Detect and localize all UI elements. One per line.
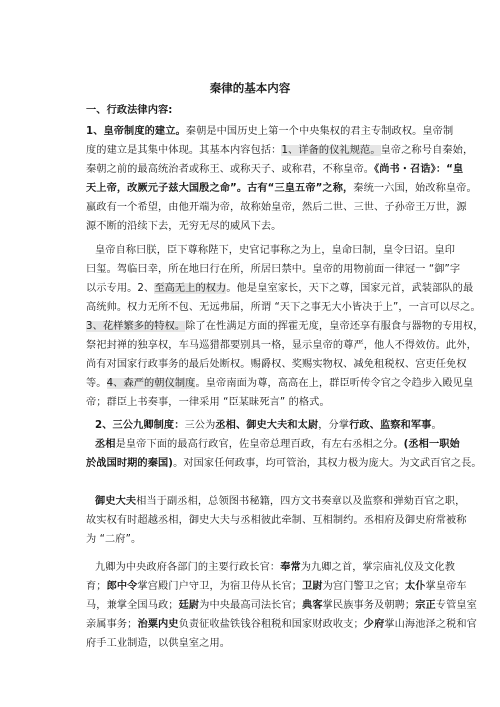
three-ministers-duties: 行政、监察和军事 (349, 420, 432, 431)
p4-text: 相当于副丞相，总领图书秘籍，四方文书奏章以及监察和弹劾百官之职， (136, 496, 466, 507)
p1-text: 秦统一六国，始改称皇帝。 (353, 183, 477, 194)
p5-text: 九卿为中央政府各部门的主要行政长官： (95, 562, 281, 573)
p1-line-4 (86, 181, 477, 196)
p5-line-5: 府手工业制造，以供皇室之用。 (86, 638, 231, 649)
p5-line-4 (86, 617, 477, 632)
term-dianke: 典客 (302, 600, 323, 611)
term-taipu: 太仆 (404, 581, 426, 592)
p2-line-4: 高统帅。权力无所不包、无远弗届，所谓 “天下之事无大小皆决于上”，一言可以尽之。 (86, 302, 481, 313)
imperial-censor-term: 御史大夫 (95, 496, 137, 507)
p3-text: 。 (431, 420, 442, 431)
chancellor-origin-note-cont: 於战国时期的秦国) (86, 458, 174, 469)
p2-line-2: 曰玺。驾临曰幸，所在地曰行在所，所居曰禁中。皇帝的用物前面一律冠一 “御”字 (86, 264, 461, 275)
page-title: 秦律的基本内容 (209, 81, 291, 95)
p2-text: 除了在性满足方面的挥霍无度，皇帝还享有服食与器物的专用权， (185, 321, 484, 332)
p3-line-3 (86, 456, 482, 471)
p5-text: 负责征收盐铁钱谷租税和国家财政收支； (178, 619, 364, 630)
section-heading-administrative-law: 一、行政法律内容: (86, 105, 173, 116)
p4-line-2: 故实权有时超越丞相，御史大夫与丞相彼此牵制、互相制约。丞相府及御史府常被称 (86, 515, 467, 526)
p3-line-2 (95, 437, 460, 452)
p5-text: 掌皇帝车 (425, 581, 467, 592)
term-fengchang: 奉常 (280, 562, 301, 573)
p2-line-1: 皇帝自称曰朕，臣下尊称陛下，史官记事称之为上，皇命曰制，皇令曰诏。皇印 (95, 245, 456, 256)
p5-text: 亲属事务； (86, 619, 138, 630)
p1-text: 秦朝是中国历史上第一个中央集权的君主专制政权。皇帝制 (185, 126, 454, 137)
three-ministers-names: 丞相、御史大夫和太尉 (215, 420, 319, 431)
p2-text: 以示专用。2、 (86, 283, 155, 294)
p2-line-5 (86, 319, 484, 334)
p1-text: 皇帝之称号自秦始， (380, 145, 474, 156)
p2-line-3 (86, 281, 473, 296)
p2-line-6: 祭祀封禅的独享权，车马巡猎都要别具一格，显示皇帝的尊严，他人不得效仿。此外， (86, 340, 477, 351)
quote-shangshu: 《尚书・召诰》：“皇 (374, 164, 464, 175)
p1-line-1 (86, 124, 453, 139)
p1-line-6: 源不断的沿续下去，无穷无尽的威风下去。 (86, 221, 282, 232)
highlight-supreme-power: 至高无上的权力 (154, 283, 227, 294)
three-ministers-heading: 2、三公九卿制度： (95, 420, 185, 431)
term-shaofu: 少府 (363, 619, 385, 630)
emperor-system-heading: 1、皇帝制度的建立。 (86, 126, 186, 137)
p5-text: 为中央最高司法长官； (199, 600, 303, 611)
p2-line-8 (86, 376, 473, 391)
quote-emphasis: 天上帝，改厥元子兹大国殷之命”。古有“三皇五帝”之称， (86, 183, 354, 194)
p4-line-3: 为 “二府”。 (86, 534, 142, 545)
p3-text: 三公为 (184, 420, 216, 431)
p5-text: 掌民族事务及朝聘； (322, 600, 416, 611)
highlight-ritual-norms: 1、详备的仪礼规范。 (281, 145, 381, 156)
p1-line-2 (86, 143, 473, 158)
p3-text: ，分掌 (318, 420, 350, 431)
p3-text: 。对国家任何政事，均可管治，其权力极为庞大。为文武百官之長。 (173, 458, 482, 469)
term-zhisuneishi: 治粟内史 (137, 619, 179, 630)
term-langzhongling: 郎中令 (106, 581, 138, 592)
p3-text: 是皇帝下面的最高行政官，佐皇帝总理百政，有左右丞相之分。 (115, 439, 404, 450)
p5-text: 专管皇室 (435, 600, 477, 611)
p5-line-1 (95, 560, 455, 575)
p2-text: 等。 (86, 378, 107, 389)
p5-line-3 (86, 598, 477, 613)
p2-line-9: 帝；群臣上书奏事，一律采用 “臣某昧死言” 的格式。 (86, 397, 330, 408)
p1-line-5: 嬴政有一个希望，由他开端为帝，故称始皇帝，然后二世、三世、子孙帝王万世，源 (86, 202, 467, 213)
p5-text: 掌宫殿门户守卫，为宿卫侍从长官； (137, 581, 303, 592)
p5-text: 育； (86, 581, 107, 592)
term-tingwei: 廷尉 (178, 600, 200, 611)
p5-line-2 (86, 579, 467, 594)
highlight-court-ritual: 4、森严的朝仪制度 (106, 378, 196, 389)
term-weiwei: 卫尉 (302, 581, 323, 592)
chancellor-term: 丞相 (95, 439, 116, 450)
p1-text: 秦朝之前的最高统治者或称王、或称天子、或称君，不称皇帝。 (86, 164, 375, 175)
p3-line-1 (95, 418, 442, 433)
p5-text: 为九卿之首，掌宗庙礼仪及文化教 (300, 562, 456, 573)
p2-text: 。皇帝南面为尊，高高在上，群臣听传令官之令趋步入殿见皇 (195, 378, 474, 389)
p5-text: 为宫门警卫之官； (322, 581, 405, 592)
p5-text: 掌山海池泽之税和官 (384, 619, 477, 630)
p2-text: 。他是皇室家长，天下之尊，国家元首，武装部队的最 (226, 283, 474, 294)
highlight-privileges: 3、花样繁多的特权。 (86, 321, 186, 332)
p5-text: 马，兼掌全国马政； (86, 600, 179, 611)
p4-line-1 (95, 494, 465, 509)
p1-text: 度的建立是其集中体现。其基本内容包括： (86, 145, 282, 156)
p2-line-7: 尚有对国家行政事务的最后处断权。赐爵权、奖赐实物权、减免租税权、宫吏任免权 (86, 359, 467, 370)
chancellor-origin-note: (丞相一职始 (403, 439, 460, 450)
p1-line-3 (86, 162, 463, 177)
term-zongzheng: 宗正 (415, 600, 436, 611)
